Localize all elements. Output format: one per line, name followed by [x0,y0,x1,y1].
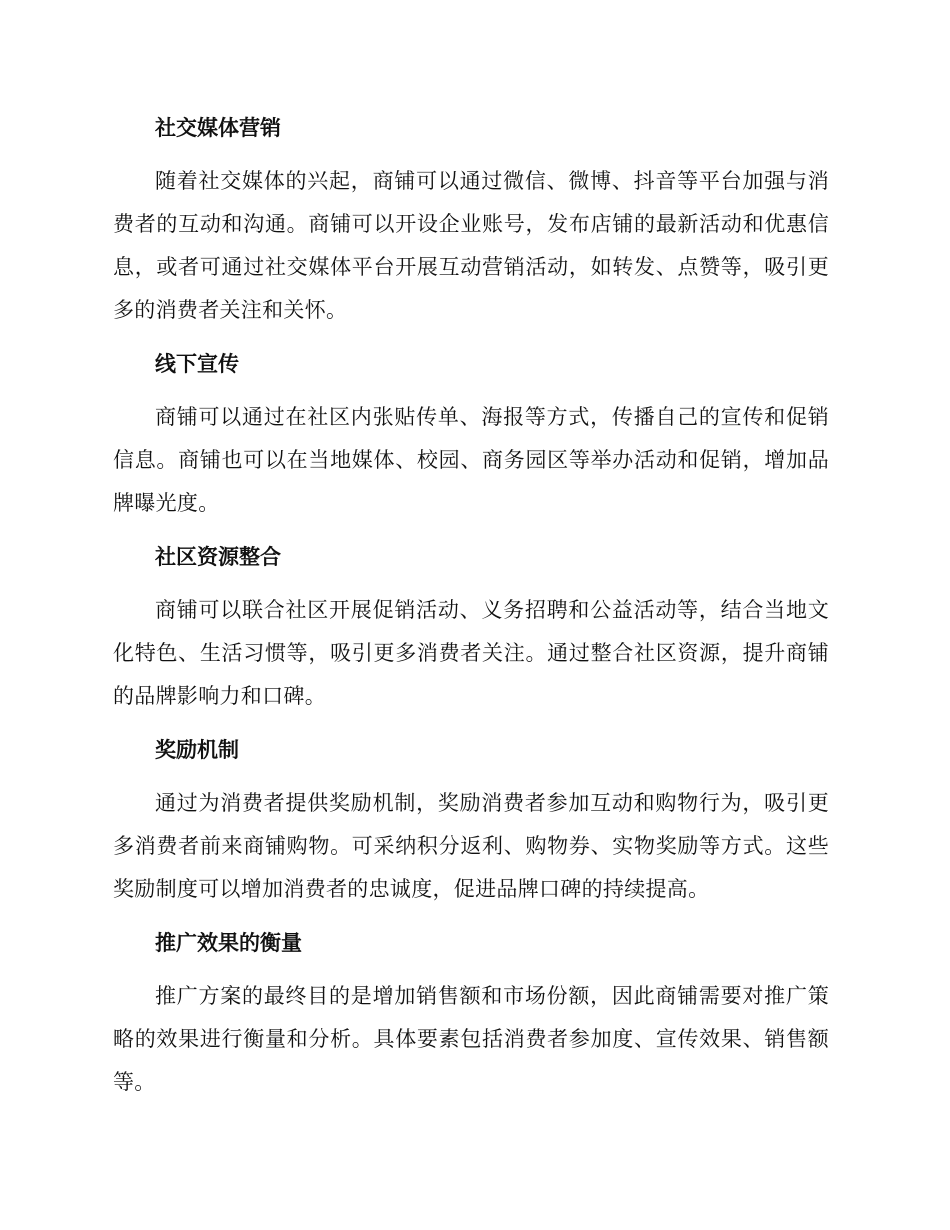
section-paragraph: 商铺可以联合社区开展促销活动、义务招聘和公益活动等，结合当地文化特色、生活习惯等，吸引更多消费者关注。通过整合社区资源，提升商铺的品牌影响力和口碑。 [113,598,829,708]
section-paragraph: 商铺可以通过在社区内张贴传单、海报等方式，传播自己的宣传和促销信息。商铺也可以在当地媒体、校园、商务园区等举办活动和促销，增加品牌曝光度。 [113,405,829,515]
section-heading: 社区资源整合 [155,545,281,569]
section-paragraph: 推广方案的最终目的是增加销售额和市场份额，因此商铺需要对推广策略的效果进行衡量和分析。具体要素包括消费者参加度、宣传效果、销售额等。 [113,984,829,1094]
section-community-resources [113,537,829,718]
section-heading: 社交媒体营销 [155,116,281,140]
document-page [113,108,829,1116]
section-paragraph: 随着社交媒体的兴起，商铺可以通过微信、微博、抖音等平台加强与消费者的互动和沟通。商铺可以开设企业账号，发布店铺的最新活动和优惠信息，或者可通过社交媒体平台开展互动营销活动，如转发、点赞等，吸引更多的消费者关注和关怀。 [113,169,829,322]
section-heading: 线下宣传 [155,352,239,376]
section-social-media [113,108,829,332]
section-offline-promotion [113,344,829,525]
section-heading: 推广效果的衡量 [155,931,302,955]
section-paragraph: 通过为消费者提供奖励机制，奖励消费者参加互动和购物行为，吸引更多消费者前来商铺购物。可采纳积分返利、购物券、实物奖励等方式。这些奖励制度可以增加消费者的忠诚度，促进品牌口碑的持续提高。 [113,791,829,901]
section-reward-mechanism [113,730,829,911]
section-heading: 奖励机制 [155,738,239,762]
section-effect-measurement [113,923,829,1104]
